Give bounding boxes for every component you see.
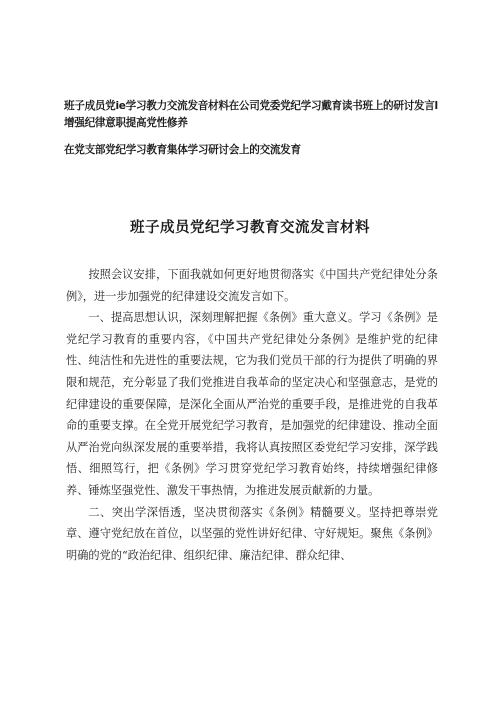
paragraph-section-1: 一、提高思想认识，深刻理解把握《条例》重大意义。学习《条例》是党纪学习教育的重要内容，《中国共产党纪律处分条例》是维护党的纪律性、纯洁性和先进性的重要法规，它为我们党员干部的行为提供了明确的界限和规范，充分彰显了我们党推进自我革命的坚定决心和坚强意志，是党的纪律建设的重要保障，是深化全面从严治党的重要手段，是推进党的自我革命的重要支撑。在全党开展党纪学习教育，是加强党的纪律建设、推动全面从严治党向纵深发展的重要举措，我将认真按照区委党纪学习安排，深学践悟、细照笃行，把《条例》学习贯穿党纪学习教育始终，持续增强纪律修养、锤炼坚强党性、激发干事热情，为推进发展贡献新的力量。 — [66, 311, 438, 497]
related-articles-list — [64, 98, 444, 159]
document-body — [66, 264, 438, 566]
document-title: 班子成员党纪学习教育交流发言材料 — [130, 220, 370, 236]
related-article-3[interactable]: 在党支部党纪学习教育集体学习研讨会上的交流发育 — [64, 144, 301, 156]
paragraph-section-2: 二、突出学深悟透，坚决贯彻落实《条例》精髓要义。坚持把尊崇党章、遵守党纪放在首位，以坚强的党性讲好纪律、守好规矩。聚焦《条例》明确的党的“政治纪律、组织纪律、廉洁纪律、群众纪律、 — [66, 505, 438, 562]
related-article-2[interactable]: 增强纪律意职提高党性修养 — [64, 117, 188, 129]
paragraph-intro: 按照会议安排，下面我就如何更好地贯彻落实《中国共产党纪律处分条例》，进一步加强党的纪律建设交流发言如下。 — [66, 268, 438, 303]
related-article-1[interactable]: 班子成员党ie学习教力交流发音材料在公司党委党纪学习戴育读书班上的研讨发言l — [64, 100, 438, 112]
